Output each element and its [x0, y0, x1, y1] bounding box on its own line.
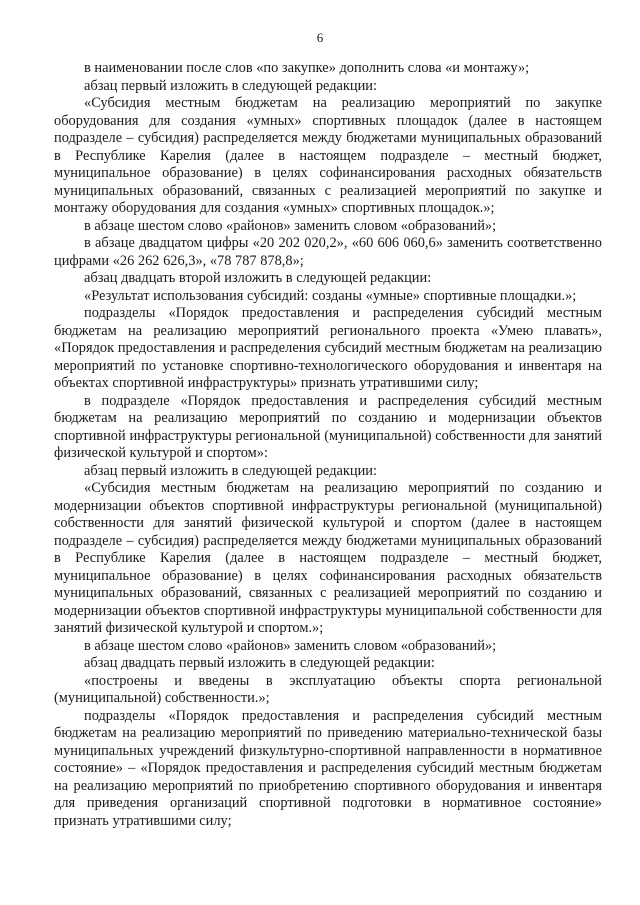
- paragraph-2: абзац первый изложить в следующей редакции:: [84, 77, 378, 94]
- paragraph-6: абзац двадцать второй изложить в следующей редакции:: [84, 270, 432, 286]
- paragraph-10: абзац первый изложить в следующей редакции:: [84, 462, 378, 479]
- paragraph-11: «Субсидия местным бюджетам на реализацию мероприятий по созданию и модернизации объектов спортивной инфраструктуры региональной (муниципальной) собственности для занятий физической культурой и спортом (далее в настоящем подразделе – субсидия) распределяется между бюджетами муниципальных образований в Республике Карелия (далее в настоящем подразделе – местный бюджет, муниципальное образование) в целях софинансирования расходных обязательств муниципальных образований, связанных с реализацией мероприятий по созданию и модернизации объектов спортивной инфраструктуры муниципальной собственности для занятий физической культурой и спортом.»;: [54, 480, 602, 636]
- paragraph-8: подразделы «Порядок предоставления и распределения субсидий местным бюджетам на реализацию мероприятий регионального проекта «Умею плавать», «Порядок предоставления и распределения субсидий местным бюджетам на реализацию мероприятий по установке спортивно-технологического оборудования и инвентаря на объектах спортивной инфраструктуры» признать утратившими силу;: [54, 305, 602, 391]
- paragraph-1: в наименовании после слов «по закупке» дополнить слова «и монтажу»;: [84, 60, 530, 76]
- paragraph-4: в абзаце шестом слово «районов» заменить словом «образований»;: [84, 217, 497, 234]
- paragraph-13: абзац двадцать первый изложить в следующей редакции:: [84, 655, 435, 671]
- paragraph-7: «Результат использования субсидий: созданы «умные» спортивные площадки.»;: [84, 287, 577, 304]
- document-body: [54, 60, 602, 830]
- paragraph-5: в абзаце двадцатом цифры «20 202 020,2», «60 606 060,6» заменить соответственно цифрами «26 262 626,3», «78 787 878,8»;: [54, 235, 602, 269]
- paragraph-12: в абзаце шестом слово «районов» заменить словом «образований»;: [84, 637, 497, 654]
- paragraph-3: «Субсидия местным бюджетам на реализацию мероприятий по закупке оборудования для создания «умных» спортивных площадок (далее в настоящем подразделе – субсидия) распределяется между бюджетами муниципальных образований в Республике Карелия (далее в настоящем подразделе – местный бюджет, муниципальное образование) в целях софинансирования расходных обязательств муниципальных образований, связанных с реализацией мероприятий по закупке и монтажу оборудования для создания «умных» спортивных площадок.»;: [54, 95, 602, 216]
- page-number: 6: [316, 30, 324, 45]
- paragraph-14: «построены и введены в эксплуатацию объекты спорта региональной (муниципальной) собственности.»;: [54, 672, 602, 706]
- paragraph-15: подразделы «Порядок предоставления и распределения субсидий местным бюджетам на реализацию мероприятий по приведению материально-технической базы муниципальных учреждений физкультурно-спортивной направленности в нормативное состояние» – «Порядок предоставления и распределения субсидий местным бюджетам на реализацию мероприятий по приобретению спортивного оборудования и инвентаря для приведения организаций спортивной подготовки в нормативное состояние» признать утратившими силу;: [54, 707, 602, 829]
- paragraph-9: в подразделе «Порядок предоставления и распределения субсидий местным бюджетам на реализацию мероприятий по созданию и модернизации объектов спортивной инфраструктуры региональной (муниципальной) собственности для занятий физической культурой и спортом»:: [54, 392, 602, 461]
